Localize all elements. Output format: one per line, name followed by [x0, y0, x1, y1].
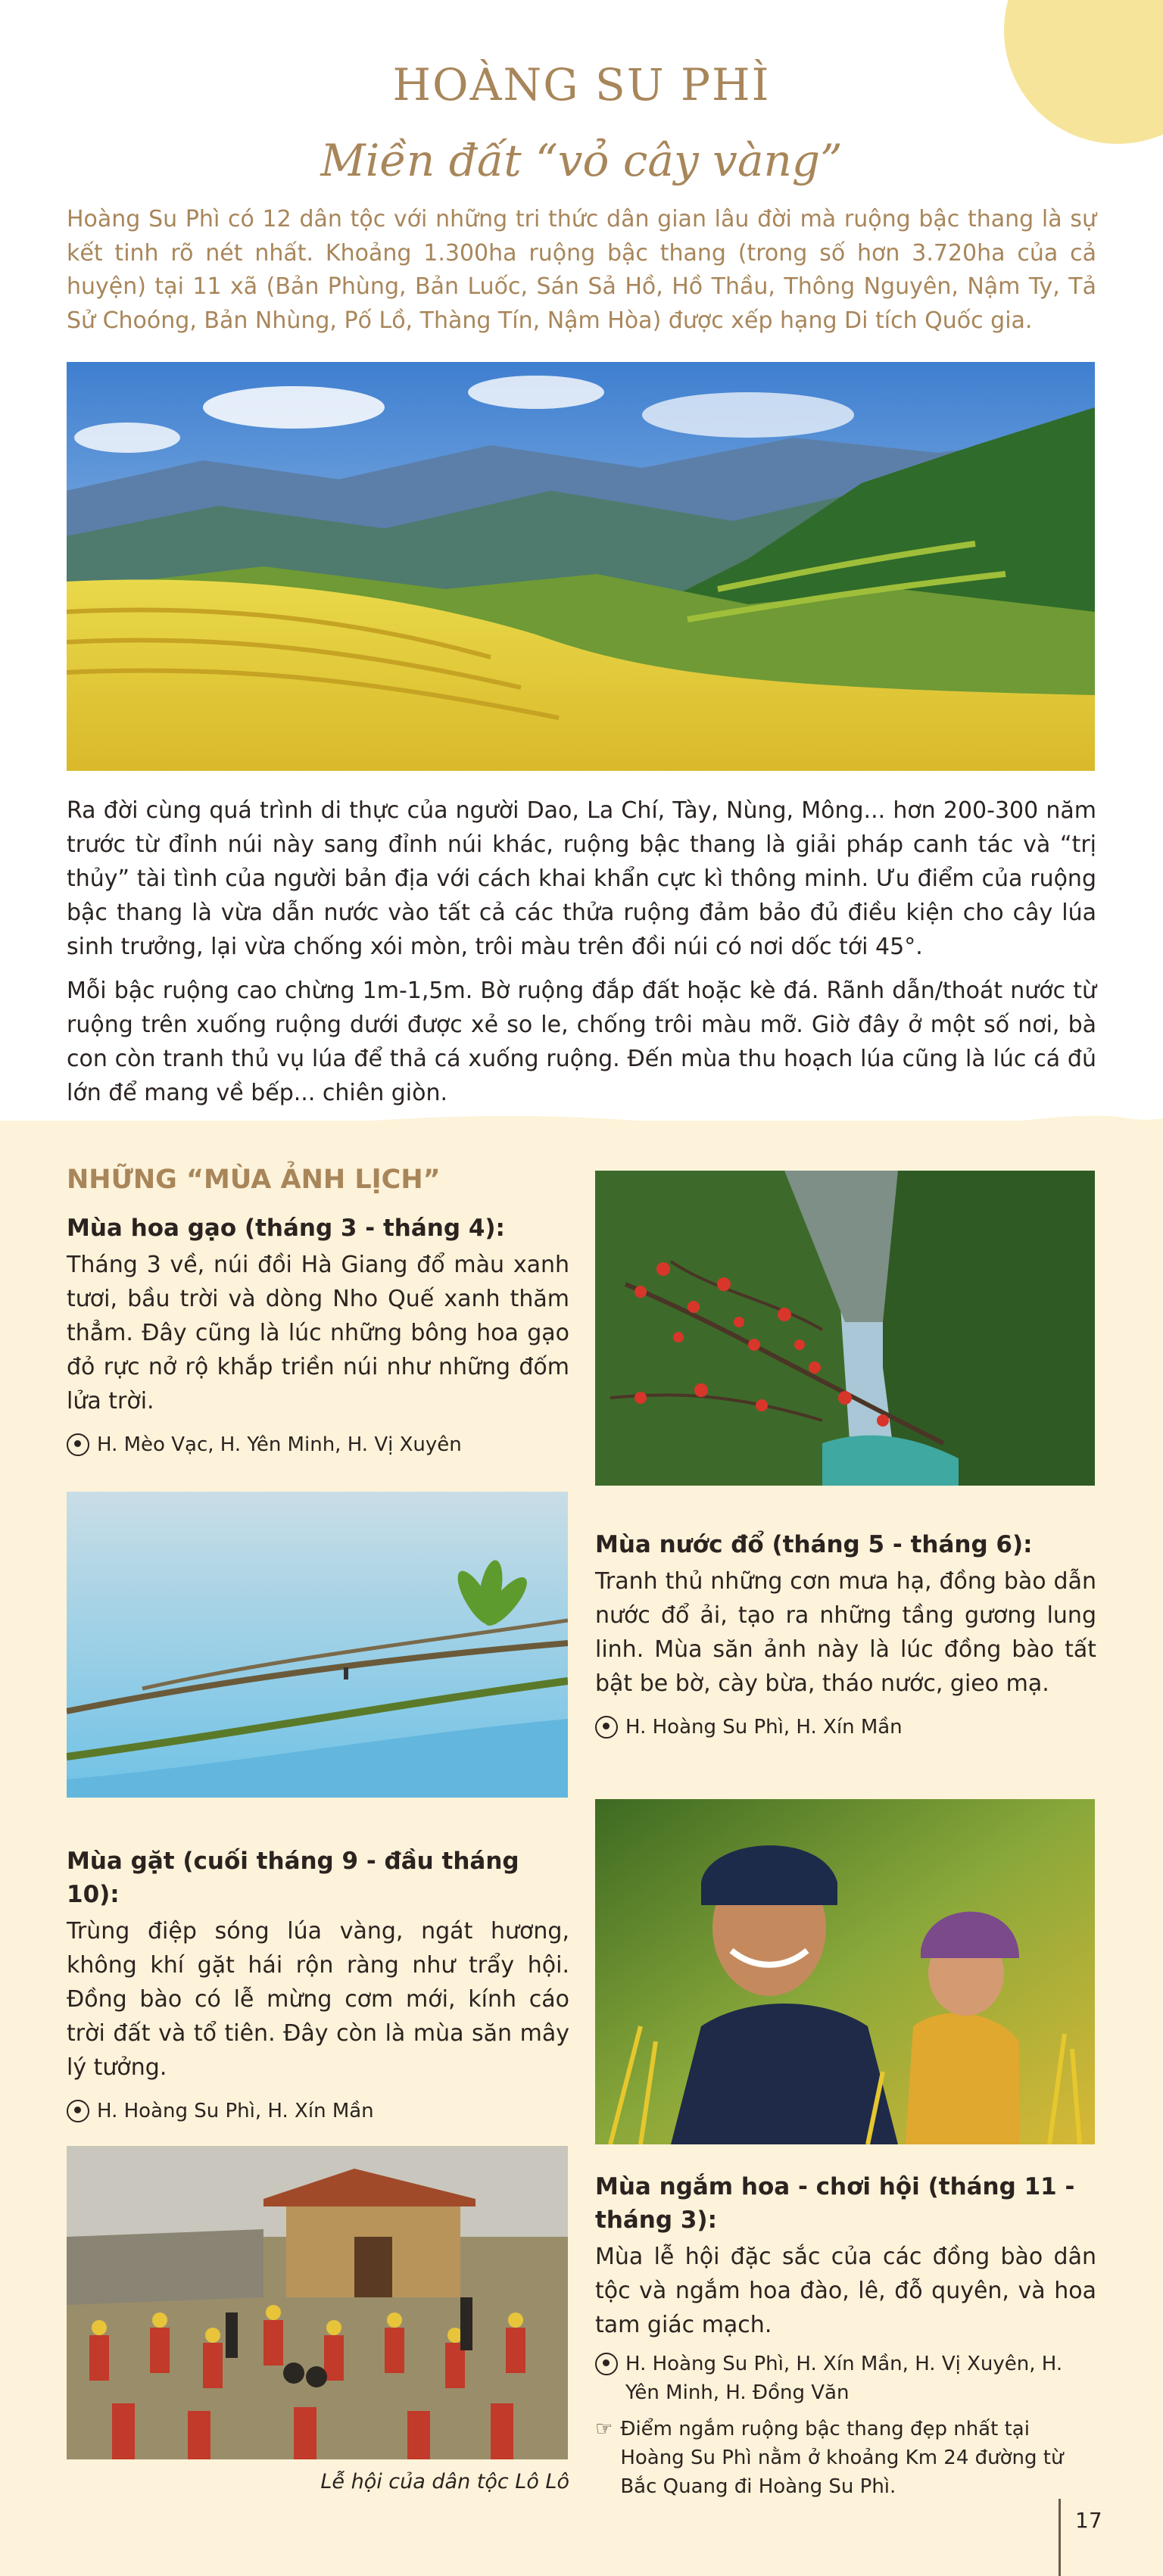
page-title: HOÀNG SU PHÌ	[392, 59, 771, 111]
kapok-flowers-photo	[595, 1171, 1095, 1486]
season-location	[67, 1430, 569, 1459]
season-location-text: H. Mèo Vạc, H. Yên Minh, H. Vị Xuyên	[97, 1433, 462, 1456]
season-block-water	[595, 1528, 1096, 1742]
page-number-divider	[1059, 2499, 1061, 2576]
season-location	[595, 2350, 1096, 2407]
map-pin-icon	[595, 2353, 618, 2375]
season-heading: Mùa hoa gạo (tháng 3 - tháng 4):	[67, 1215, 505, 1242]
season-heading: Mùa gặt (cuối tháng 9 - đầu tháng 10):	[67, 1848, 519, 1908]
body-paragraph-1: Ra đời cùng quá trình di thực của người Dao, La Chí, Tày, Nùng, Mông... hơn 200-300 năm trước từ đỉnh núi này sang đỉnh núi khác, ruộng bậc thang là giải pháp canh tác và “trị thủy” tài tình của người bản địa với cách khai khẩn cực kì thông minh. Ưu điểm của ruộng bậc thang là vừa dẫn nước vào tất cả các thửa ruộng đảm bảo đủ điều kiện cho cây lúa sinh trưởng, lại vừa chống xói mòn, trôi màu trên đồi núi có nơi dốc tới 45°.	[67, 797, 1096, 960]
map-pin-icon	[67, 2100, 89, 2122]
page-subtitle: Miền đất “vỏ cây vàng”	[320, 135, 843, 186]
hand-pointer-icon: ☞	[595, 2418, 613, 2440]
season-text: Tranh thủ những cơn mưa hạ, đồng bào dẫn nước đổ ải, tạo ra những tầng gương lung linh. Mùa săn ảnh này là lúc đồng bào tất bật be bờ, cày bừa, tháo nước, gieo mạ.	[595, 1568, 1096, 1697]
season-location	[67, 2097, 569, 2125]
season-text: Tháng 3 về, núi đồi Hà Giang đổ màu xanh tươi, bầu trời và dòng Nho Quế xanh thăm thẳm. Đây cũng là lúc những bông hoa gạo đỏ rực nở rộ khắp triền núi như những đốm lửa trời.	[67, 1252, 569, 1414]
map-pin-icon	[67, 1433, 89, 1456]
season-block-festival	[595, 2170, 1096, 2501]
season-heading: Mùa ngắm hoa - chơi hội (tháng 11 - tháng 3):	[595, 2173, 1075, 2234]
lolo-festival-photo	[67, 2146, 568, 2459]
season-location-text: H. Hoàng Su Phì, H. Xín Mần	[625, 1716, 903, 1739]
mother-child-harvest-photo	[595, 1799, 1095, 2144]
season-heading: Mùa nước đổ (tháng 5 - tháng 6):	[595, 1531, 1033, 1558]
section-title: NHỮNG “MÙA ẢNH LỊCH”	[67, 1165, 441, 1195]
season-text: Trùng điệp sóng lúa vàng, ngát hương, không khí gặt hái rộn ràng như trẩy hội. Đồng bào có lễ mừng cơm mới, kính cáo trời đất và tổ tiên. Đây còn là mùa săn mây lý tưởng.	[67, 1918, 569, 2081]
season-block-harvest	[67, 1845, 569, 2125]
tip-text: Điểm ngắm ruộng bậc thang đẹp nhất tại Hoàng Su Phì nằm ở khoảng Km 24 đường từ Bắc Quang đi Hoàng Su Phì.	[620, 2418, 1064, 2498]
tip-note	[595, 2415, 1096, 2501]
body-paragraph-2: Mỗi bậc ruộng cao chừng 1m-1,5m. Bờ ruộng đắp đất hoặc kè đá. Rãnh dẫn/thoát nước từ ruộng trên xuống ruộng dưới được xẻ so le, chống trôi màu mỡ. Giờ đây ở một số nơi, bà con còn tranh thủ vụ lúa để thả cá xuống ruộng. Đến mùa thu hoạch lúa cũng là lúc cá đủ lớn để mang về bếp... chiên giòn.	[67, 978, 1096, 1106]
season-location-text: H. Hoàng Su Phì, H. Xín Mần	[97, 2100, 374, 2122]
flooded-terraces-photo	[67, 1492, 568, 1798]
rice-terraces-photo	[67, 362, 1095, 771]
intro-paragraph: Hoàng Su Phì có 12 dân tộc với những tri thức dân gian lâu đời mà ruộng bậc thang là sự kết tinh rõ nét nhất. Khoảng 1.300ha ruộng bậc thang (trong số hơn 3.720ha của cả huyện) tại 11 xã (Bản Phùng, Bản Luốc, Sán Sả Hồ, Hồ Thầu, Thông Nguyên, Nậm Ty, Tả Sử Choóng, Bản Nhùng, Pố Lồ, Thàng Tín, Nậm Hòa) được xếp hạng Di tích Quốc gia.	[67, 206, 1096, 334]
photo-caption: Lễ hội của dân tộc Lô Lô	[320, 2470, 569, 2493]
season-location	[595, 1713, 1096, 1742]
map-pin-icon	[595, 1716, 618, 1739]
season-block-kapok	[67, 1212, 569, 1459]
season-text: Mùa lễ hội đặc sắc của các đồng bào dân tộc và ngắm hoa đào, lê, đỗ quyên, và hoa tam giác mạch.	[595, 2244, 1096, 2338]
season-location-text: H. Hoàng Su Phì, H. Xín Mần, H. Vị Xuyên, H. Yên Minh, H. Đồng Văn	[625, 2353, 1063, 2404]
page-number: 17	[1075, 2508, 1102, 2533]
